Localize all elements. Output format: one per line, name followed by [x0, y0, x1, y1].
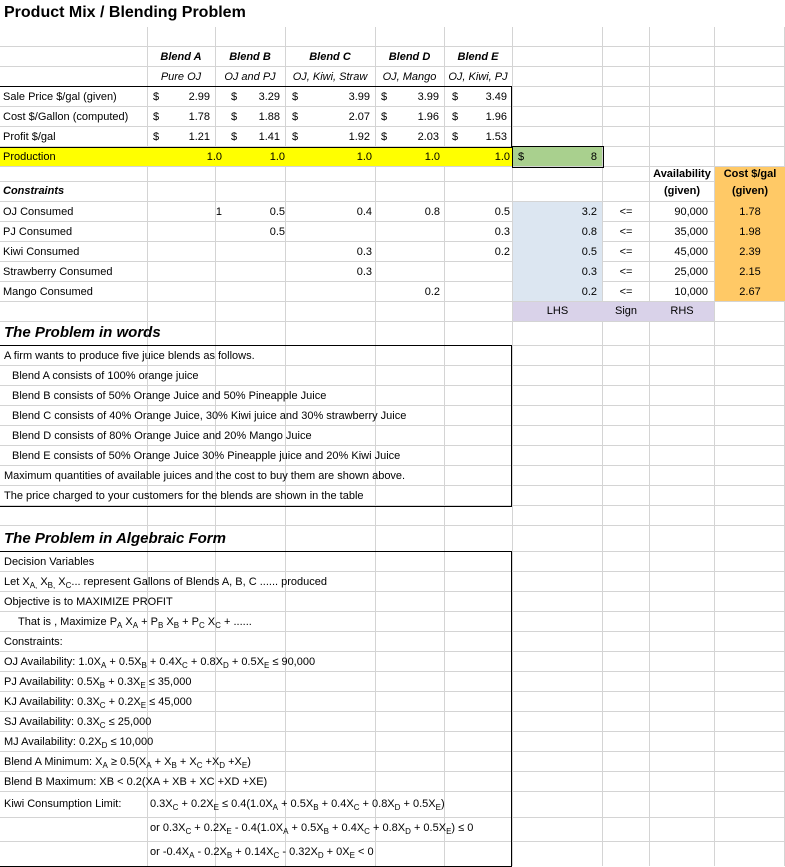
kiwi-limit-line-1: $0.3X_C + 0.2X_E \le 0.4(1.0X_A + 0.5X_B + 0.4X_C + 0.8X_D + 0.5X_E)$	[150, 798, 445, 813]
coef-e[interactable]: 0.5	[494, 206, 510, 218]
kiwi-limit-label: Kiwi Consumption Limit:	[4, 798, 122, 810]
currency-symbol: $	[292, 131, 299, 143]
sign: <=	[619, 206, 633, 218]
algebra-heading: The Problem in Algebraic Form	[4, 530, 226, 547]
sj-label: SJ Availability:	[4, 716, 75, 728]
availability-given-header: (given)	[663, 185, 701, 197]
coef-c[interactable]: 0.3	[356, 266, 372, 278]
juice-cost[interactable]: 2.67	[739, 286, 761, 298]
sign: <=	[619, 246, 633, 258]
objective-line: Objective is to MAXIMIZE PROFIT	[4, 596, 173, 608]
mj-label: MJ Availability:	[4, 736, 76, 748]
currency-symbol: $	[452, 131, 459, 143]
sign: <=	[619, 266, 633, 278]
maximize-prefix: That is , Maximize	[18, 616, 110, 628]
blend-e-header: Blend E	[457, 51, 499, 63]
currency-symbol: $	[381, 91, 388, 103]
pj-label: PJ Availability:	[4, 676, 75, 688]
words-heading: The Problem in words	[4, 324, 161, 341]
coef-d[interactable]: 0.8	[424, 206, 440, 218]
blend-a-minimum: Blend A Minimum: $X_A \ge 0.5(X_A + X_B + X_C +X_D +X_E)$	[4, 756, 251, 771]
currency-symbol: $	[381, 111, 388, 123]
blend-d-desc: OJ, Mango	[382, 71, 437, 83]
blend-c-production[interactable]: 1.0	[356, 151, 372, 163]
availability-header: Availability	[653, 168, 711, 180]
blend-b-maximum: Blend B Maximum: XB < 0.2(XA + XB + XC +XD +XE)	[4, 776, 268, 788]
oj-constraint: OJ Availability: $1.0X_A + 0.5X_B + 0.4X_C + 0.8X_D + 0.5X_E \le 90,000$	[4, 656, 316, 671]
words-line: A firm wants to produce five juice blends as follows.	[4, 350, 255, 362]
blend-e-price[interactable]: 3.49	[485, 91, 507, 103]
blend-d-production[interactable]: 1.0	[424, 151, 440, 163]
blend-e-desc: OJ, Kiwi, PJ	[448, 71, 508, 83]
currency-symbol: $	[518, 151, 525, 163]
currency-symbol: $	[292, 111, 299, 123]
blend-a-header: Blend A	[160, 51, 202, 63]
blend-b-production[interactable]: 1.0	[269, 151, 285, 163]
blend-c-header: Blend C	[309, 51, 351, 63]
blend-a-price[interactable]: 2.99	[188, 91, 210, 103]
page-title: Product Mix / Blending Problem	[4, 4, 246, 21]
sign-label: Sign	[614, 305, 638, 317]
currency-symbol: $	[153, 131, 160, 143]
words-line: Blend D consists of 80% Orange Juice and 20% Mango Juice	[12, 430, 312, 442]
cost-label: Cost $/Gallon (computed)	[3, 111, 129, 123]
profit-label: Profit $/gal	[3, 131, 56, 143]
sj-constraint: SJ Availability: $0.3X_C \le 25,000$	[4, 716, 152, 731]
constraint-label: OJ Consumed	[3, 206, 74, 218]
decision-variables-label: Decision Variables	[4, 556, 95, 568]
cost-header: Cost $/gal	[723, 168, 777, 180]
blend-d-price[interactable]: 3.99	[417, 91, 439, 103]
blend-e-cost[interactable]: 1.96	[485, 111, 507, 123]
juice-cost[interactable]: 2.39	[739, 246, 761, 258]
coef-b[interactable]: 0.5	[269, 226, 285, 238]
rhs-value[interactable]: 90,000	[674, 206, 708, 218]
sign: <=	[619, 226, 633, 238]
juice-cost[interactable]: 2.15	[739, 266, 761, 278]
blend-e-profit[interactable]: 1.53	[485, 131, 507, 143]
sign: <=	[619, 286, 633, 298]
oj-label: OJ Availability:	[4, 656, 76, 668]
constraint-label: Mango Consumed	[3, 286, 93, 298]
currency-symbol: $	[231, 111, 238, 123]
juice-cost[interactable]: 1.98	[739, 226, 761, 238]
blend-d-cost[interactable]: 1.96	[417, 111, 439, 123]
currency-symbol: $	[452, 111, 459, 123]
kiwi-limit-line-2: or $0.3X_C + 0.2X_E - 0.4(1.0X_A + 0.5X_B + 0.4X_C + 0.8X_D + 0.5X_E) \le 0$	[150, 822, 474, 837]
rhs-value[interactable]: 45,000	[674, 246, 708, 258]
lhs-label: LHS	[546, 305, 569, 317]
let-suffix: represent Gallons of Blends A, B, C ...... produced	[80, 576, 328, 588]
blend-b-desc: OJ and PJ	[224, 71, 276, 83]
lhs-value[interactable]: 0.8	[581, 226, 597, 238]
blend-a-production[interactable]: 1.0	[206, 151, 222, 163]
rhs-value[interactable]: 10,000	[674, 286, 708, 298]
lhs-value[interactable]: 0.2	[581, 286, 597, 298]
currency-symbol: $	[452, 91, 459, 103]
words-line: The price charged to your customers for the blends are shown in the table	[4, 490, 364, 502]
constraints-heading: Constraints:	[4, 636, 63, 648]
sale-price-label: Sale Price $/gal (given)	[3, 91, 117, 103]
words-line: Blend A consists of 100% orange juice	[12, 370, 199, 382]
cost-given-header: (given)	[731, 185, 769, 197]
blend-b-profit[interactable]: 1.41	[258, 131, 280, 143]
blend-c-cost[interactable]: 2.07	[348, 111, 370, 123]
coef-e[interactable]: 0.3	[494, 226, 510, 238]
coef-d[interactable]: 0.2	[424, 286, 440, 298]
lhs-value[interactable]: 0.5	[581, 246, 597, 258]
maximize-line: That is , Maximize $P_A$ $X_A + P_B$ $X_B + P_C$ $X_C$ + ......	[18, 616, 252, 631]
constraints-label: Constraints	[3, 185, 65, 197]
blend-c-desc: OJ, Kiwi, Straw	[292, 71, 368, 83]
currency-symbol: $	[153, 111, 160, 123]
currency-symbol: $	[231, 91, 238, 103]
currency-symbol: $	[292, 91, 299, 103]
currency-symbol: $	[381, 131, 388, 143]
objective-value[interactable]: 8	[590, 151, 597, 163]
words-line: Maximum quantities of available juices and the cost to buy them are shown above.	[4, 470, 406, 482]
kj-label: KJ Availability:	[4, 696, 75, 708]
blend-c-profit[interactable]: 1.92	[348, 131, 370, 143]
kj-constraint: KJ Availability: $0.3X_C + 0.2X_E \le 45,000$	[4, 696, 192, 711]
blend-b-cost[interactable]: 1.88	[258, 111, 280, 123]
constraint-label: Strawberry Consumed	[3, 266, 113, 278]
rhs-value[interactable]: 35,000	[674, 226, 708, 238]
pj-constraint: PJ Availability: $0.5X_B + 0.3X_E \le 35,000$	[4, 676, 192, 691]
words-line: Blend B consists of 50% Orange Juice and 50% Pineapple Juice	[12, 390, 327, 402]
blend-c-price[interactable]: 3.99	[348, 91, 370, 103]
currency-symbol: $	[153, 91, 160, 103]
blend-a-cost[interactable]: 1.78	[188, 111, 210, 123]
blend-a-profit[interactable]: 1.21	[188, 131, 210, 143]
blend-b-price[interactable]: 3.29	[258, 91, 280, 103]
coef-e[interactable]: 0.2	[494, 246, 510, 258]
juice-cost[interactable]: 1.78	[739, 206, 761, 218]
blend-a-min-label: Blend A Minimum:	[4, 756, 93, 768]
rhs-value[interactable]: 25,000	[674, 266, 708, 278]
let-prefix: Let	[4, 576, 23, 588]
production-label: Production	[3, 151, 56, 163]
coef-a[interactable]: 1	[215, 206, 222, 218]
currency-symbol: $	[231, 131, 238, 143]
lhs-value[interactable]: 3.2	[581, 206, 597, 218]
coef-c[interactable]: 0.3	[356, 246, 372, 258]
blend-d-profit[interactable]: 2.03	[417, 131, 439, 143]
rhs-label: RHS	[670, 305, 694, 317]
mj-constraint: MJ Availability: $0.2X_D \le 10,000$	[4, 736, 154, 751]
coef-b[interactable]: 0.5	[269, 206, 285, 218]
constraint-label: Kiwi Consumed	[3, 246, 80, 258]
words-line: Blend C consists of 40% Orange Juice, 30% Kiwi juice and 30% strawberry Juice	[12, 410, 407, 422]
blend-d-header: Blend D	[388, 51, 431, 63]
kiwi-limit-line-3: or $-0.4X_A - 0.2X_B + 0.14X_C - 0.32X_D + 0X_E < 0$	[150, 846, 374, 861]
coef-c[interactable]: 0.4	[356, 206, 372, 218]
blend-a-desc: Pure OJ	[160, 71, 202, 83]
let-line: Let $X_{A,}$ $X_{B,}$ $X_C$... represent Gallons of Blends A, B, C ...... produced	[4, 576, 328, 591]
words-line: Blend E consists of 50% Orange Juice 30% Pineapple juice and 20% Kiwi Juice	[12, 450, 401, 462]
blend-b-header: Blend B	[229, 51, 271, 63]
blend-e-production[interactable]: 1.0	[494, 151, 510, 163]
constraint-label: PJ Consumed	[3, 226, 73, 238]
lhs-value[interactable]: 0.3	[581, 266, 597, 278]
